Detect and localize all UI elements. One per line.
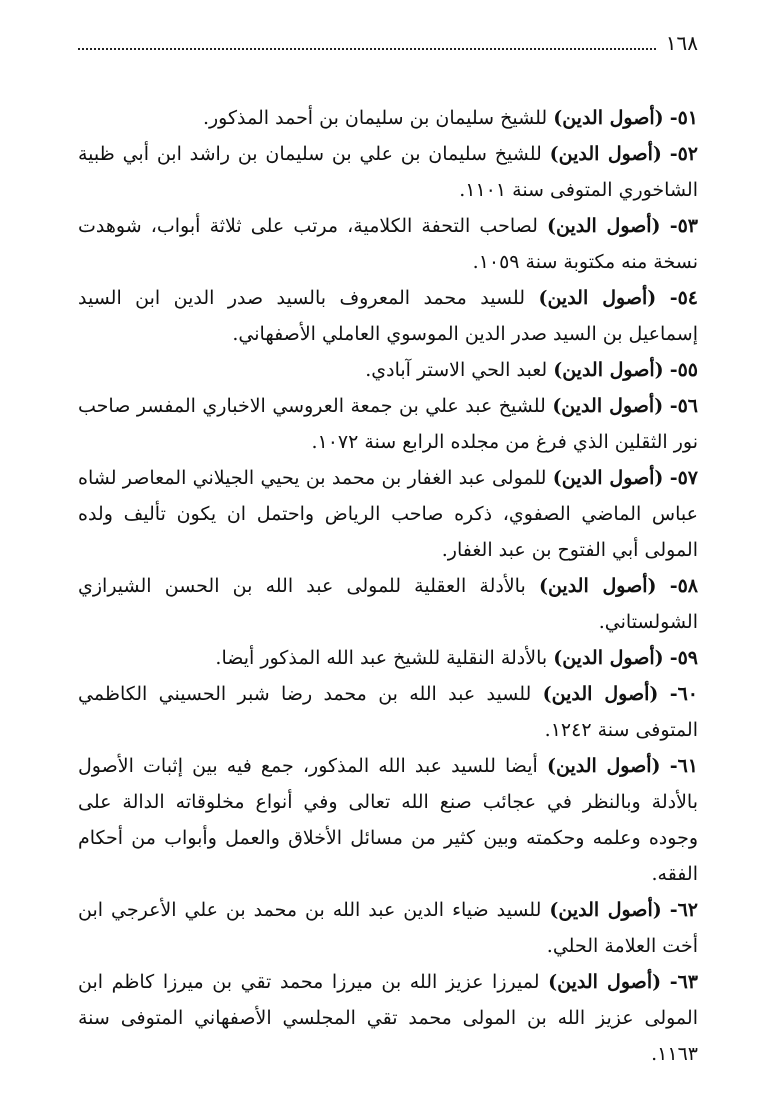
entry-text: للشيخ سليمان بن سليمان بن أحمد المذكور. xyxy=(202,107,548,129)
list-item xyxy=(78,640,698,676)
entry-title: (أصول الدين) xyxy=(552,467,664,489)
entry-number: ٥٥- xyxy=(669,359,698,381)
list-item xyxy=(78,280,698,352)
entry-text: لميرزا عزيز الله بن ميرزا محمد تقي بن ميرزا كاظم ابن المولى عزيز الله بن المولى محمد تقي المجلسي الأصفهاني المتوفى سنة ١١٦٣. xyxy=(78,971,698,1065)
entry-text: بالأدلة النقلية للشيخ عبد الله المذكور أيضا. xyxy=(215,647,548,669)
list-item xyxy=(78,964,698,1072)
entry-text: للسيد محمد المعروف بالسيد صدر الدين ابن السيد إسماعيل بن السيد صدر الدين الموسوي العاملي الأصفهاني. xyxy=(78,287,698,345)
list-item xyxy=(78,460,698,568)
list-item xyxy=(78,388,698,460)
entry-text: للمولى عبد الغفار بن محمد بن يحيي الجيلاني المعاصر لشاه عباس الماضي الصفوي، ذكره صاحب الرياض واحتمل ان يكون تأليف ولده المولى أبي الفتوح بن عبد الغفار. xyxy=(78,467,698,561)
entry-text: للسيد عبد الله بن محمد رضا شبر الحسيني الكاظمي المتوفى سنة ١٢٤٢. xyxy=(78,683,698,741)
list-item xyxy=(78,568,698,640)
entry-title: (أصول الدين) xyxy=(549,143,662,165)
list-item xyxy=(78,136,698,208)
entry-number: ٦٠- xyxy=(669,683,698,705)
entry-title: (أصول الدين) xyxy=(549,899,662,921)
entry-list xyxy=(78,100,698,1072)
entry-text: لعبد الحي الاستر آبادي. xyxy=(365,359,548,381)
entry-number: ٥١- xyxy=(669,107,698,129)
list-item xyxy=(78,748,698,892)
entry-text: للشيخ سليمان بن علي بن سليمان بن راشد ابن أبي ظبية الشاخوري المتوفى سنة ١١٠١. xyxy=(78,143,698,201)
document-page xyxy=(78,26,698,1072)
header-dotted-rule xyxy=(78,32,656,50)
entry-number: ٥٤- xyxy=(669,287,699,309)
entry-text: للشيخ عبد علي بن جمعة العروسي الاخباري المفسر صاحب نور الثقلين الذي فرغ من مجلده الرابع سنة ١٠٧٢. xyxy=(78,395,698,453)
entry-title: (أصول الدين) xyxy=(547,215,661,237)
entry-text: بالأدلة العقلية للمولى عبد الله بن الحسن الشيرازي الشولستاني. xyxy=(78,575,698,633)
entry-number: ٦٢- xyxy=(669,899,699,921)
list-item xyxy=(78,352,698,388)
page-number: ١٦٨ xyxy=(665,31,698,55)
entry-title: (أصول الدين) xyxy=(538,287,657,309)
list-item xyxy=(78,208,698,280)
entry-number: ٦١- xyxy=(669,755,698,777)
entry-number: ٥٩- xyxy=(669,647,698,669)
list-item xyxy=(78,892,698,964)
entry-title: (أصول الدين) xyxy=(552,395,664,417)
entry-title: (أصول الدين) xyxy=(548,971,662,993)
entry-number: ٥٢- xyxy=(669,143,698,165)
entry-number: ٥٧- xyxy=(669,467,699,489)
entry-number: ٥٣- xyxy=(669,215,699,237)
entry-text: أيضا للسيد عبد الله المذكور، جمع فيه بين إثبات الأصول بالأدلة وبالنظر في عجائب صنع الله تعالى وفي أنواع مخلوقاته الدالة على وجوده وعلمه وحكمته وبين كثير من مسائل الأخلاق والعمل وأبواب من أحكام الفقه. xyxy=(78,755,698,885)
entry-number: ٦٣- xyxy=(669,971,699,993)
entry-title: (أصول الدين) xyxy=(542,683,659,705)
list-item xyxy=(78,676,698,748)
entry-text: لصاحب التحفة الكلامية، مرتب على ثلاثة أبواب، شوهدت نسخة منه مكتوبة سنة ١٠٥٩. xyxy=(78,215,698,273)
entry-number: ٥٨- xyxy=(669,575,699,597)
entry-number: ٥٦- xyxy=(669,395,698,417)
entry-title: (أصول الدين) xyxy=(553,647,664,669)
page-header xyxy=(78,26,698,60)
list-item xyxy=(78,100,698,136)
entry-title: (أصول الدين) xyxy=(538,575,657,597)
entry-text: للسيد ضياء الدين عبد الله بن محمد بن علي الأعرجي ابن أخت العلامة الحلي. xyxy=(78,899,698,957)
entry-title: (أصول الدين) xyxy=(547,755,661,777)
entry-title: (أصول الدين) xyxy=(553,359,664,381)
entry-title: (أصول الدين) xyxy=(553,107,664,129)
